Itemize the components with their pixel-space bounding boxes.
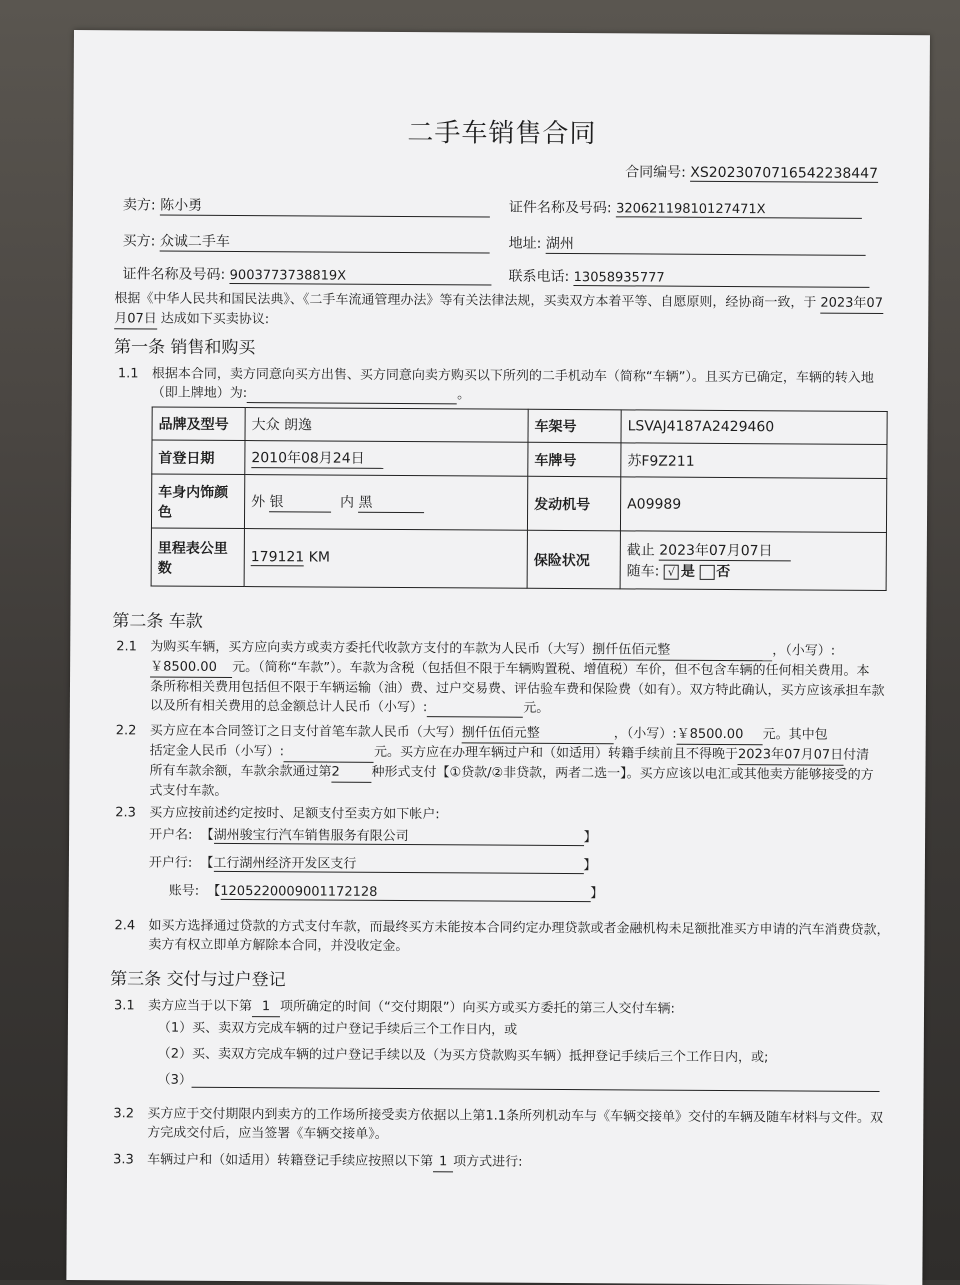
price-amount: ￥8500.00 [150,657,232,678]
engine-label: 发动机号 [527,476,620,531]
interior-label: 内 [339,494,355,511]
mileage-value: 179121 [250,549,305,566]
clause-3-1-text: 项所确定的时间（“交付期限”）向买方或买方委托的第三人交付车辆: [280,999,675,1017]
payment-method: 2 [331,763,371,783]
reg-date-value: 2010年08月24日 [251,447,383,469]
interior-color: 黑 [358,492,424,513]
exterior-color: 银 [270,491,332,512]
delivery-option-2: （2）买、卖双方完成车辆的过户登记手续以及（为买方贷款购买车辆）抵押登记手续后三个工作日内，或; [157,1046,769,1066]
account-bank-row [149,851,597,874]
address: 湖州 [546,233,866,256]
clause-number: 3.1 [113,998,135,1014]
option-3-blank [192,1073,880,1092]
clause-3-2-text: 方完成交付后，应当签署《车辆交接单》。 [147,1125,388,1142]
account-number-label: 账号: [168,883,200,899]
payoff-deadline: 2023年07月07日 [738,745,843,766]
insurance-until-date: 2023年07月07日 [659,540,791,562]
intro-date-b: 月07日 [114,309,157,329]
clause-2-2-text: 所有车款余额，车款余款通过第 [149,763,332,780]
no-label: 否 [716,563,731,581]
account-name-row [149,823,597,846]
buyer-name: 众诚二手车 [160,231,490,254]
account-name: 湖州骏宝行汽车销售服务有限公司 [214,824,584,846]
delivery-option: 1 [252,997,280,1017]
clause-2-1-text: 元。（简称“车款”）。车款为含税（包括但不限于车辆购置税、增值税）车价，但不包含车辆的任何相关费用。本 [232,659,870,679]
seller-id-row [509,197,862,219]
delivery-option-1: （1）买、卖双方完成车辆的过户登记手续后三个工作日内，或 [157,1020,518,1038]
table-row [152,407,887,444]
brand-label: 品牌及型号 [152,407,245,441]
color-label: 车身内饰颜色 [151,474,244,529]
clause-3-1-text: 卖方应当于以下第 [147,998,253,1015]
delivery-option-3 [158,1069,880,1092]
contract-paper [66,30,930,1285]
clause-2-2-text: 元。买方应在办理车辆过户和（如适用）转籍手续前且不得晚于 [373,744,739,763]
total-amount-blank [427,702,523,718]
plate-location-blank [247,388,457,404]
intro-date-a: 2023年07 [820,294,883,314]
buyer-row [123,230,490,253]
clause-2-2-text: ，（小写）: [613,726,677,742]
phone-row [508,266,869,288]
seller-id-label: 证件名称及号码: [508,199,612,217]
account-number: 1205220009001172128 [220,884,590,902]
bracket-left: 【 [207,883,221,899]
clause-2-1-text: 为购买车辆，买方应向卖方或卖方委托代收款方支付的车款为人民币（大写） [150,639,593,658]
clause-1-1-line-b: （即上牌地）为: [151,385,248,402]
article-3-title: 第三条 交付与过户登记 [110,969,286,991]
clause-2-1-text: 以及所有相关费用的总金额总计人民币（小写）: [149,698,428,716]
insurance-until-label: 截止 [626,542,655,559]
brand-value: 大众 朗逸 [245,408,528,443]
price-in-words: 捌仟伍佰元整 [592,640,772,661]
bracket-left: 【 [200,827,214,843]
plate-value: 苏F9Z211 [621,443,887,479]
clause-2-1-text: 条所称相关费用包括但不限于车辆运输（油）费、过户交易费、评估验车费和保险费（如有）。双方特此确认，买方应该承担车款 [149,679,885,699]
clause-1-1-line-a: 根据本合同，卖方同意向买方出售、买方同意向卖方购买以下所列的二手机动车（简称“车辆”）。且买方已确定，车辆的转入地 [151,366,874,386]
checkbox-yes[interactable]: √ [664,564,679,579]
clause-2-2-text: 括定金人民币（小写）: [149,743,285,760]
contract-number-label: 合同编号: [625,164,686,181]
insurance-with-car-label: 随车: [626,563,660,580]
address-row [509,233,866,256]
seller-label: 卖方: [122,197,156,214]
checkbox-no[interactable] [699,564,714,579]
first-payment-amount: ￥8500.00 [677,725,763,746]
option-3-label: （3） [157,1072,192,1088]
buyer-id-row [122,263,491,285]
clause-2-2-text: 付清 [843,747,870,763]
insurance-label: 保险状况 [527,530,620,589]
clause-number: 1.1 [117,366,139,382]
engine-value: A09989 [620,477,886,533]
clause-2-2-text: 种形式支付【①贷款/②非贷款，两者二选一】。买方应该以电汇或其他卖方能够接受的方 [371,764,874,783]
mileage-label: 里程表公里数 [151,528,244,587]
article-2-title: 第二条 车款 [112,611,203,632]
contract-number-row [625,161,878,183]
vin-value: LSVAJ4187A2429460 [621,410,887,445]
clause-2-4-text: 卖方有权立即单方解除本合同，并没收定金。 [148,937,409,955]
clause-2-2 [115,721,895,805]
clause-2-1-text: 元。 [523,700,550,716]
mileage-unit: KM [308,549,331,566]
account-name-label: 开户名: [149,827,193,843]
address-label: 地址: [508,235,542,252]
clause-3-2-text: 买方应于交付期限内到卖方的工作场所接受卖方依据以上第1.1条所列机动车与《车辆交接单》交付的车辆及随车材料与文件。双 [147,1106,884,1126]
clause-number: 2.3 [115,805,136,821]
clause-2-2-text: 式支付车款。 [149,783,228,799]
transfer-option: 1 [433,1152,453,1172]
seller-row [123,194,490,217]
intro-paragraph [114,289,894,334]
buyer-label: 买方: [122,233,156,250]
clause-3-2 [113,1104,893,1147]
clause-number: 3.2 [113,1106,135,1122]
clause-2-2-text: 元。其中包 [762,727,828,743]
bracket-right: 】 [583,858,597,874]
clause-number: 2.2 [115,723,137,739]
account-number-row [169,880,604,903]
clause-1-1 [118,364,898,407]
seller-name: 陈小勇 [160,195,490,218]
intro-text-1: 根据《中华人民共和国民法典》、《二手车流通管理办法》等有关法律法规，买卖双方本着平等、自愿原则，经协商一致，于 [114,291,817,311]
clause-2-4-text: 如买方选择通过贷款的方式支付车款，而最终买方未能按本合同约定办理贷款或者金融机构未足额批准买方申请的汽车消费贷款， [148,918,890,938]
clause-number: 3.3 [113,1152,134,1168]
clause-2-1 [116,637,896,720]
table-row [152,440,887,478]
contract-number: XS2023070716542238447 [690,164,879,182]
clause-3-3 [113,1150,893,1175]
buyer-id-label: 证件名称及号码: [122,266,226,283]
clause-3-3-text: 项方式进行: [453,1154,523,1170]
clause-3-3-text: 车辆过户和（如适用）转籍登记手续应按照以下第 [147,1152,434,1170]
clause-2-1-text: ，（小写）: [772,643,836,659]
yes-label: 是 [680,563,695,580]
clause-end-mark: 。 [457,387,471,403]
bracket-right: 】 [583,830,597,846]
seller-id: 32062119810127471X [616,201,862,219]
account-bank-label: 开户行: [148,855,193,871]
intro-text-2: 达成如下买卖协议: [160,311,270,328]
clause-2-4 [114,916,894,959]
account-bank: 工行湖州经济开发区支行 [213,852,583,874]
reg-date-label: 首登日期 [152,440,245,475]
vin-label: 车架号 [528,409,621,443]
deposit-blank [284,747,374,763]
document-title: 二手车销售合同 [407,118,597,150]
exterior-label: 外 [251,494,266,511]
phone: 13058935777 [574,270,870,288]
vehicle-info-table [151,406,888,590]
phone-label: 联系电话: [508,268,570,286]
clause-2-2-text: 买方应在本合同签订之日支付首笔车款人民币（大写） [149,723,462,741]
article-1-title: 第一条 销售和购买 [114,337,256,359]
table-row [151,474,886,532]
first-payment-in-words: 捌仟伍佰元整 [462,723,614,744]
clause-number: 2.1 [116,639,137,655]
bracket-right: 】 [590,886,604,902]
clause-number: 2.4 [114,918,136,934]
bracket-left: 【 [200,855,214,871]
plate-label: 车牌号 [528,442,621,477]
buyer-id: 9003773738819X [230,268,492,286]
table-row [151,528,886,590]
clause-2-3-text: 买方应按前述约定按时、足额支付至卖方如下帐户: [149,805,440,823]
